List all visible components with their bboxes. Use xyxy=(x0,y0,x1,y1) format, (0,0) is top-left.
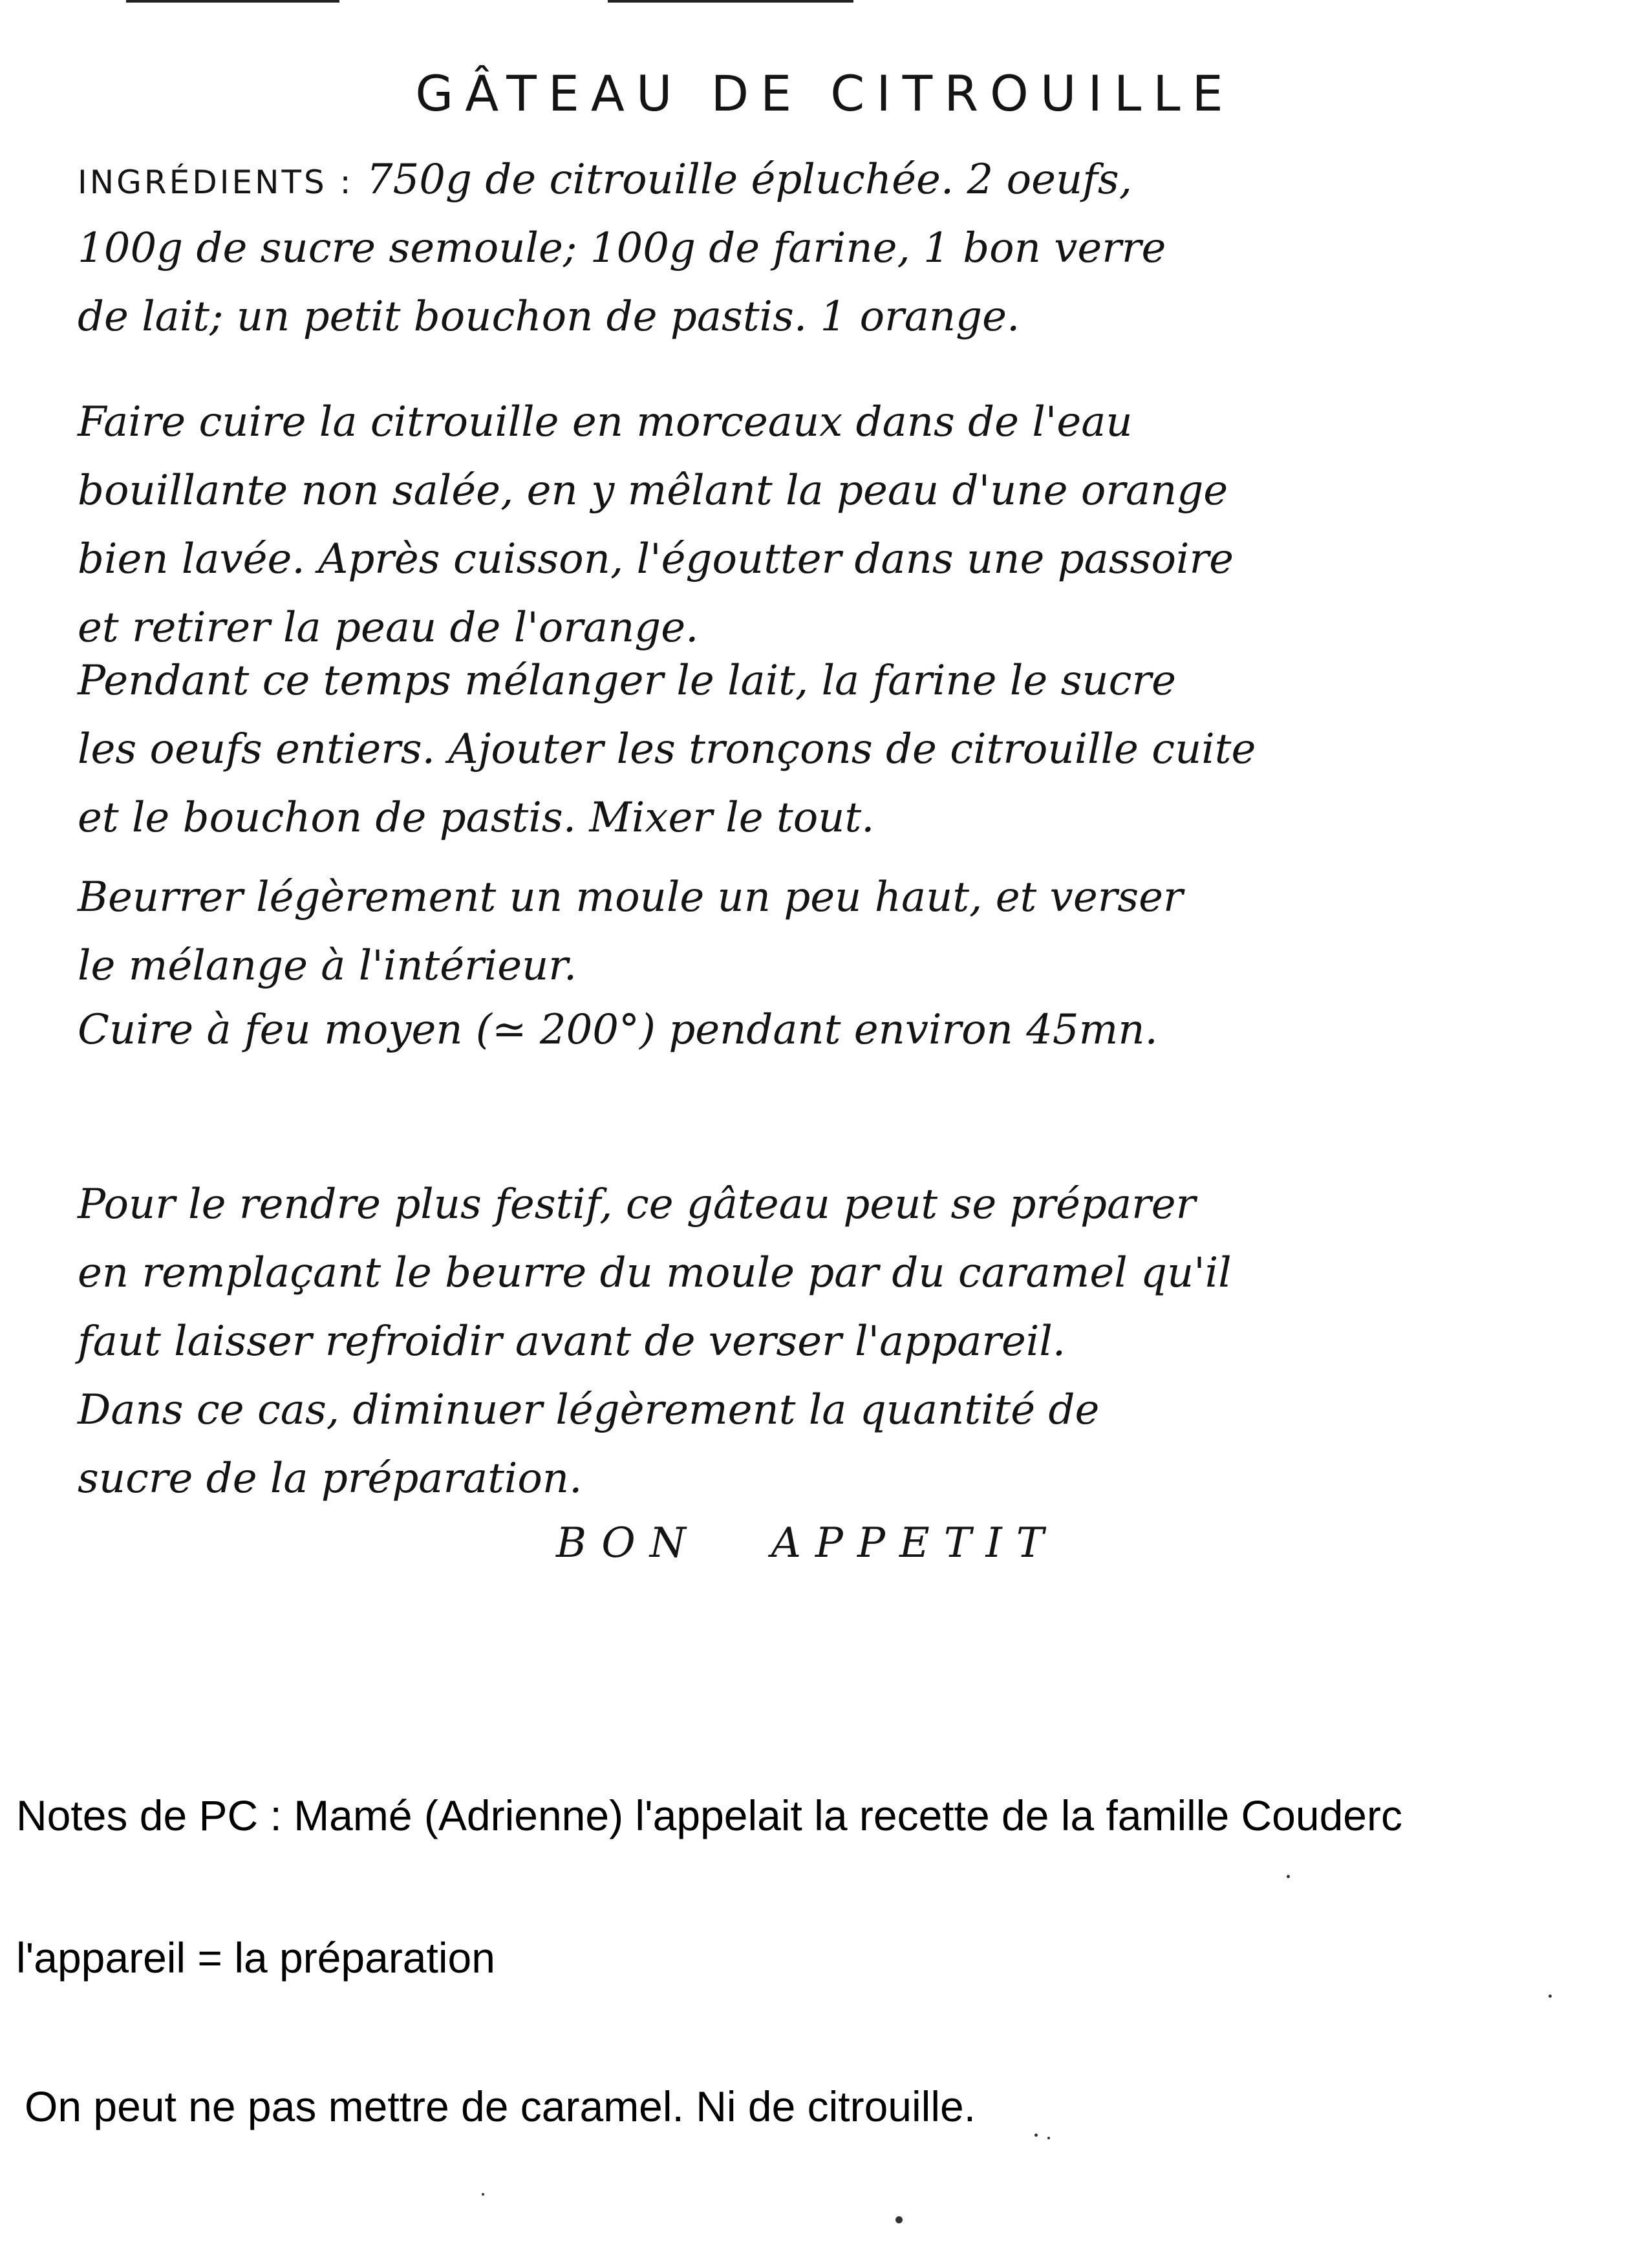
step-line: Pendant ce temps mélanger le lait, la farine le sucre xyxy=(78,657,1176,705)
ingredients-text-1: 750g de citrouille épluchée. 2 oeufs, xyxy=(366,156,1133,204)
step-line: en remplaçant le beurre du moule par du caramel qu'il xyxy=(78,1249,1232,1297)
step-cooking-pumpkin xyxy=(78,388,1578,662)
step-line: les oeufs entiers. Ajouter les tronçons de citrouille cuite xyxy=(78,725,1256,773)
step-baking xyxy=(78,996,1578,1064)
scan-speck xyxy=(1548,1995,1552,1998)
ingredients-line-3: de lait; un petit bouchon de pastis. 1 orange. xyxy=(78,293,1020,341)
scan-edge-line-right xyxy=(608,0,853,3)
step-line: Faire cuire la citrouille en morceaux dans de l'eau xyxy=(78,398,1133,446)
step-line: faut laisser refroidir avant de verser l'appareil. xyxy=(78,1318,1066,1365)
closing-word-1: BON xyxy=(556,1519,700,1567)
step-line: le mélange à l'intérieur. xyxy=(78,942,577,990)
typed-note-definition: l'appareil = la préparation xyxy=(16,1934,495,1982)
step-mixing xyxy=(78,647,1578,852)
scan-speck xyxy=(1034,2134,1038,2137)
closing-greeting xyxy=(556,1519,1058,1567)
closing-word-2: APPETIT xyxy=(771,1519,1058,1567)
scan-speck xyxy=(1287,1875,1290,1878)
scan-speck xyxy=(1047,2137,1050,2139)
step-line: et retirer la peau de l'orange. xyxy=(78,604,699,652)
step-line: bouillante non salée, en y mêlant la peau d'une orange xyxy=(78,467,1228,515)
typed-note-origin: Notes de PC : Mamé (Adrienne) l'appelait la recette de la famille Couderc xyxy=(16,1792,1402,1839)
step-line: Dans ce cas, diminuer légèrement la quantité de xyxy=(78,1386,1100,1434)
recipe-title: GÂTEAU DE CITROUILLE xyxy=(415,65,1235,122)
step-line: sucre de la préparation. xyxy=(78,1455,583,1503)
ingredients-line-1 xyxy=(78,145,1578,214)
step-line: et le bouchon de pastis. Mixer le tout. xyxy=(78,794,875,842)
step-mould xyxy=(78,863,1578,1000)
typed-note-variation: On peut ne pas mettre de caramel. Ni de citrouille. xyxy=(25,2082,976,2130)
scan-edge-line-left xyxy=(126,0,339,3)
step-line: bien lavée. Après cuisson, l'égoutter dans une passoire xyxy=(78,535,1234,583)
step-line: Pour le rendre plus festif, ce gâteau peut se préparer xyxy=(78,1181,1196,1228)
ingredients-label: INGRÉDIENTS : xyxy=(78,164,354,201)
scan-speck xyxy=(482,2193,484,2196)
step-line: Beurrer légèrement un moule un peu haut, et verser xyxy=(78,873,1183,921)
step-festive-variant xyxy=(78,1170,1578,1513)
step-line: Cuire à feu moyen (≃ 200°) pendant environ 45mn. xyxy=(78,1006,1158,1054)
ingredients-block xyxy=(78,145,1578,351)
ingredients-line-2: 100g de sucre semoule; 100g de farine, 1 bon verre xyxy=(78,224,1166,272)
scan-speck xyxy=(895,2216,903,2223)
